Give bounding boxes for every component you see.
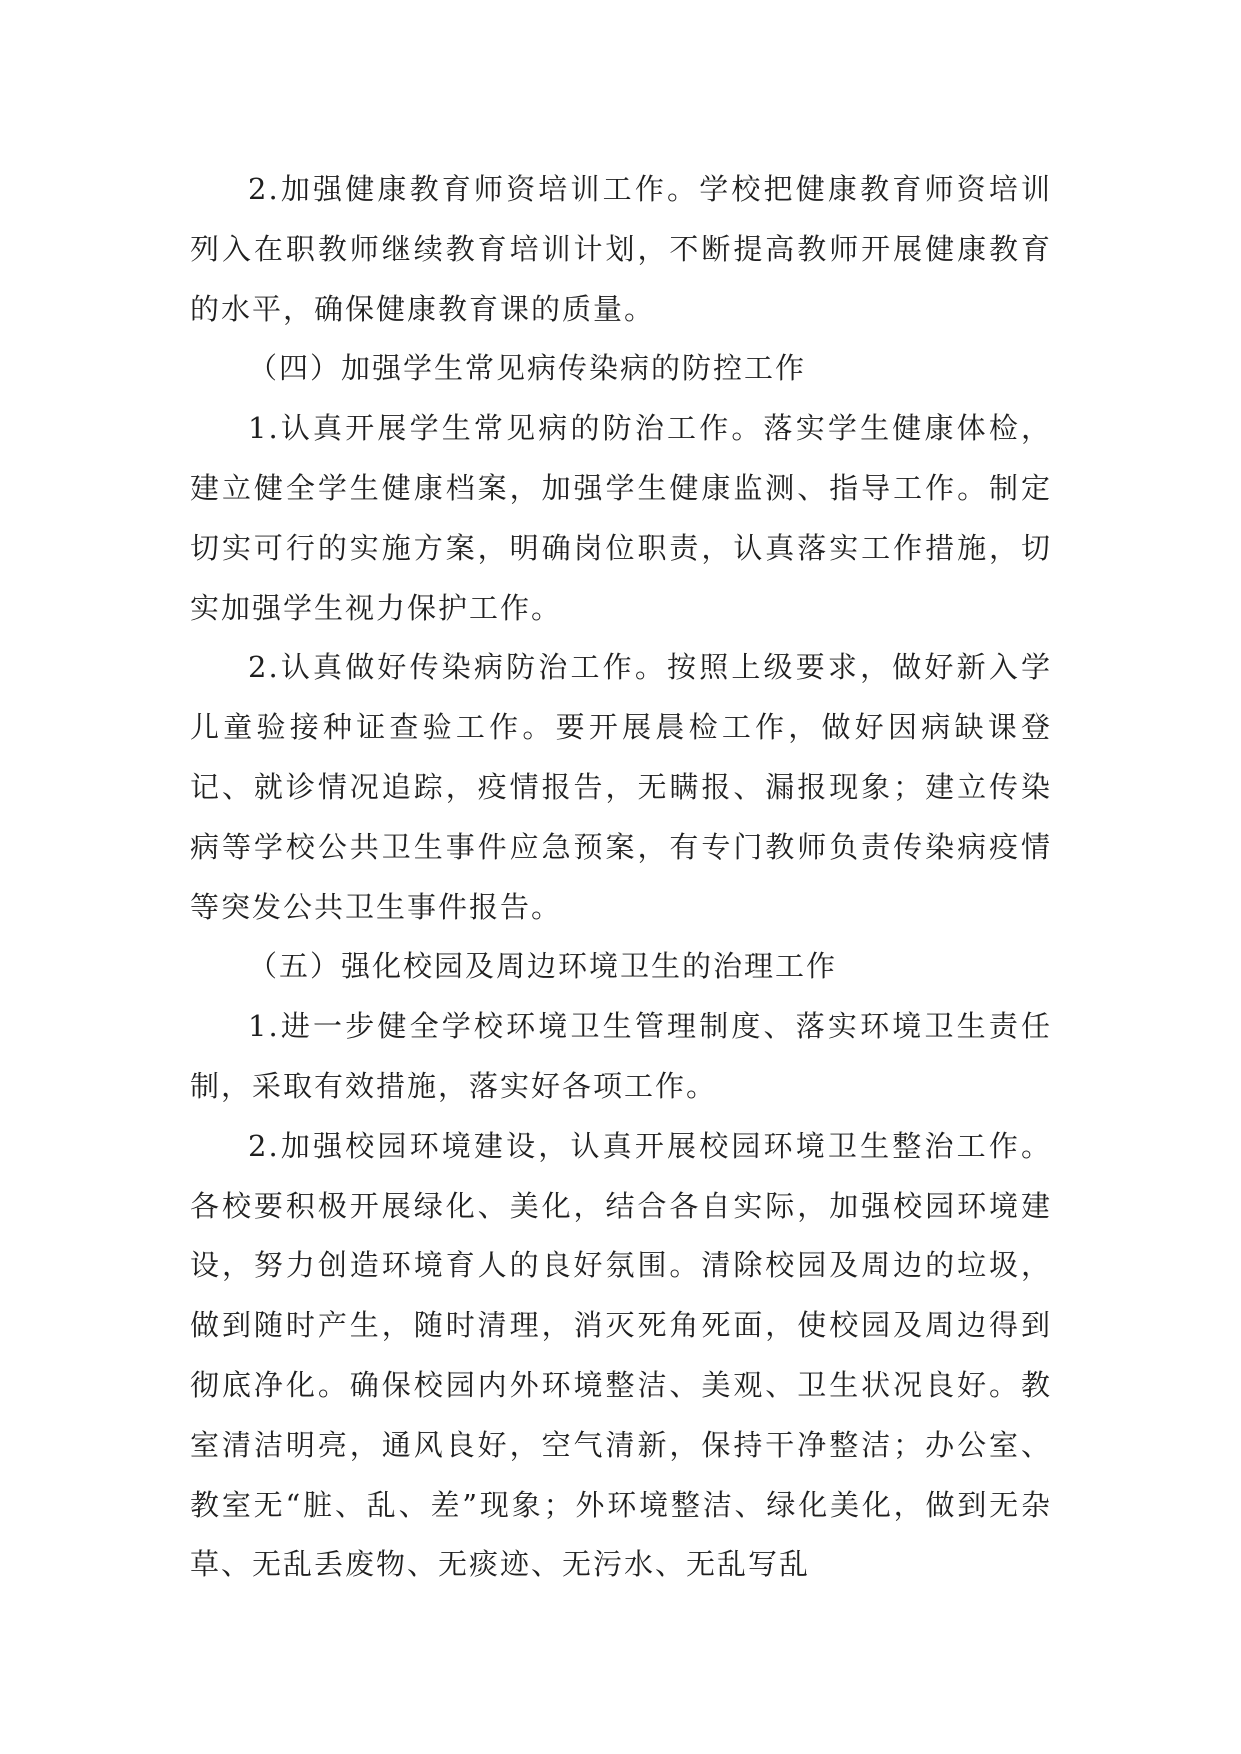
paragraph-sanitation-system: 1.进一步健全学校环境卫生管理制度、落实环境卫生责任制，采取有效措施，落实好各项工作。 <box>190 1009 1052 1103</box>
paragraph-teacher-training: 2.加强健康教育师资培训工作。学校把健康教育师资培训列入在职教师继续教育培训计划，不断提高教师开展健康教育的水平，确保健康教育课的质量。 <box>190 172 1052 326</box>
paragraph-common-disease: 1.认真开展学生常见病的防治工作。落实学生健康体检，建立健全学生健康档案，加强学生健康监测、指导工作。制定切实可行的实施方案，明确岗位职责，认真落实工作措施，切实加强学生视力保护工作。 <box>190 411 1052 625</box>
paragraph-infectious-disease: 2.认真做好传染病防治工作。按照上级要求，做好新入学儿童验接种证查验工作。要开展晨检工作，做好因病缺课登记、就诊情况追踪，疫情报告，无瞒报、漏报现象；建立传染病等学校公共卫生事件应急预案，有专门教师负责传染病疫情等突发公共卫生事件报告。 <box>190 650 1052 924</box>
document-body <box>190 160 1052 1595</box>
section-heading-disease-prevention: （四）加强学生常见病传染病的防控工作 <box>248 351 807 386</box>
section-heading-environment: （五）强化校园及周边环境卫生的治理工作 <box>248 949 838 984</box>
paragraph-campus-environment: 2.加强校园环境建设，认真开展校园环境卫生整治工作。各校要积极开展绿化、美化，结合各自实际，加强校园环境建设，努力创造环境育人的良好氛围。清除校园及周边的垃圾，做到随时产生，随时清理，消灭死角死面，使校园及周边得到彻底净化。确保校园内外环境整洁、美观、卫生状况良好。教室清洁明亮，通风良好，空气清新，保持干净整洁；办公室、教室无“脏、乱、差”现象；外环境整洁、绿化美化，做到无杂草、无乱丢废物、无痰迹、无污水、无乱写乱 <box>190 1128 1052 1582</box>
